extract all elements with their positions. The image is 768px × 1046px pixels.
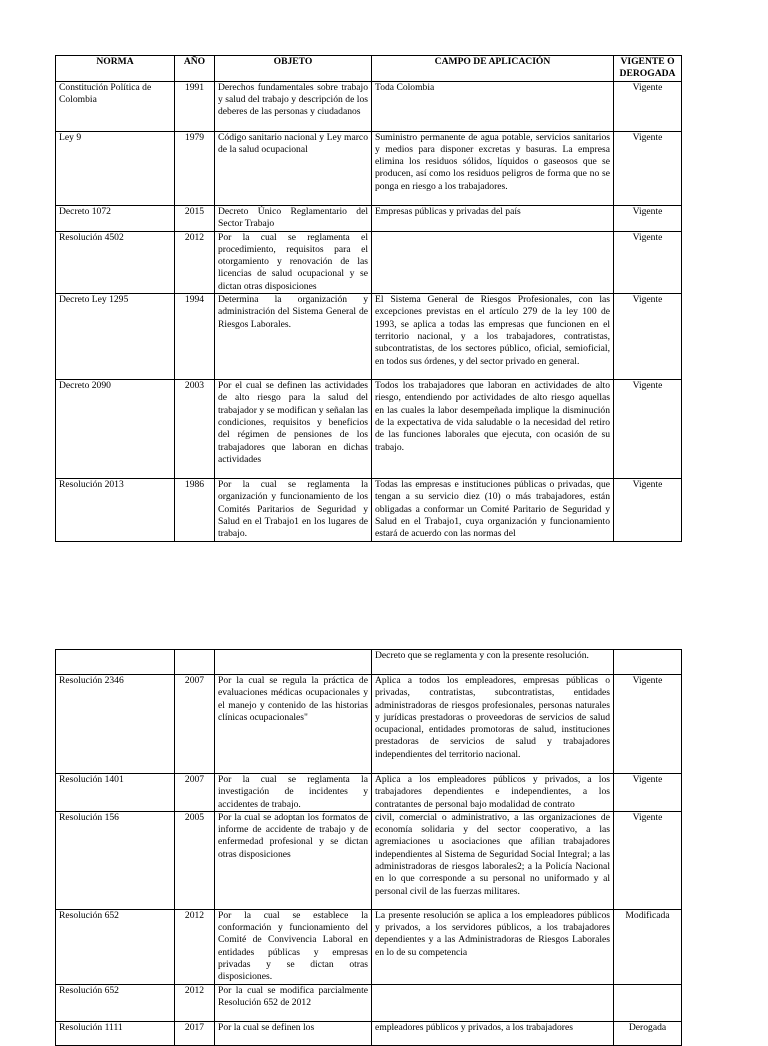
cell-objeto: Código sanitario nacional y Ley marco de la salud ocupacional xyxy=(215,131,372,205)
cell-anio xyxy=(175,650,215,675)
header-norma: NORMA xyxy=(56,56,175,82)
cell-anio: 1991 xyxy=(175,81,215,131)
cell-anio: 2012 xyxy=(175,909,215,984)
cell-objeto: Determina la organización y administración del Sistema General de Riesgos Laborales. xyxy=(215,294,372,380)
table-row xyxy=(56,479,682,541)
cell-estado: Vigente xyxy=(614,675,682,774)
cell-objeto: Derechos fundamentales sobre trabajo y salud del trabajo y descripción de los deberes de las personas y ciudadanos xyxy=(215,81,372,131)
cell-objeto: Por la cual se modifica parcialmente Resolución 652 de 2012 xyxy=(215,984,372,1021)
cell-objeto: Por la cual se definen los xyxy=(215,1021,372,1045)
cell-anio: 2003 xyxy=(175,380,215,479)
cell-campo: Aplica a los empleadores públicos y privados, a los trabajadores dependientes e independientes, a los contratantes de personal bajo modalidad de contrato xyxy=(372,774,614,812)
cell-estado: Vigente xyxy=(614,380,682,479)
cell-anio: 1994 xyxy=(175,294,215,380)
cell-objeto: Por la cual se reglamenta el procedimiento, requisitos para el otorgamiento y renovación de las licencias de salud ocupacional y se dictan otras disposiciones xyxy=(215,231,372,293)
cell-objeto: Por la cual se regula la práctica de evaluaciones médicas ocupacionales y el manejo y contenido de las historias clínicas ocupacionales" xyxy=(215,675,372,774)
cell-estado: Vigente xyxy=(614,205,682,231)
cell-anio: 2005 xyxy=(175,811,215,909)
header-row xyxy=(56,56,682,82)
cell-objeto: Por la cual se reglamenta la investigación de incidentes y accidentes de trabajo. xyxy=(215,774,372,812)
cell-norma: Resolución 156 xyxy=(56,811,175,909)
header-campo: CAMPO DE APLICACIÓN xyxy=(372,56,614,82)
norms-table-top xyxy=(55,55,682,542)
cell-campo: civil, comercial o administrativo, a las organizaciones de economía solidaria y del sector cooperativo, a las agremiaciones u asociaciones que afilian trabajadores independientes al Sistema de Seguridad Social Integral; a las administradoras de riesgos laborales2; a la Policía Nacional en lo que corresponde a su personal no uniformado y al personal civil de las fuerzas militares. xyxy=(372,811,614,909)
cell-objeto: Por la cual se establece la conformación y funcionamiento del Comité de Convivencia Laboral en entidades públicas y empresas privadas y se dictan otras disposiciones. xyxy=(215,909,372,984)
cell-objeto: Por la cual se reglamenta la organización y funcionamiento de los Comités Paritarios de Seguridad y Salud en el Trabajo1 en los lugares de trabajo. xyxy=(215,479,372,541)
cell-norma: Ley 9 xyxy=(56,131,175,205)
cell-anio: 2015 xyxy=(175,205,215,231)
cell-norma: Resolución 652 xyxy=(56,984,175,1021)
table-row xyxy=(56,231,682,293)
cell-estado: Vigente xyxy=(614,131,682,205)
cell-campo: Suministro permanente de agua potable, servicios sanitarios y medios para disponer excretas y basuras. La empresa elimina los residuos sólidos, líquidos o gaseosos que se producen, así como los residuos peligros de forma que no se ponga en riesgo a los trabajadores. xyxy=(372,131,614,205)
cell-anio: 2017 xyxy=(175,1021,215,1045)
cell-norma xyxy=(56,650,175,675)
cell-norma: Decreto 2090 xyxy=(56,380,175,479)
table-row xyxy=(56,811,682,909)
cell-campo: Empresas públicas y privadas del país xyxy=(372,205,614,231)
cell-campo: Todos los trabajadores que laboran en actividades de alto riesgo, entendiendo por actividades de alto riesgo aquellas en las cuales la labor desempeñada implique la disminución de la expectativa de vida saludable o la necesidad del retiro de las funciones laborales que ejecuta, con ocasión de su trabajo. xyxy=(372,380,614,479)
cell-campo: La presente resolución se aplica a los empleadores públicos y privados, a los servidores públicos, a los trabajadores dependientes y a las Administradoras de Riesgos Laborales en lo de su competencia xyxy=(372,909,614,984)
cell-estado: Derogada xyxy=(614,1021,682,1045)
cell-norma: Resolución 4502 xyxy=(56,231,175,293)
cell-estado: Vigente xyxy=(614,774,682,812)
cell-anio: 2012 xyxy=(175,984,215,1021)
cell-objeto: Por la cual se adoptan los formatos de informe de accidente de trabajo y de enfermedad profesional y se dictan otras disposiciones xyxy=(215,811,372,909)
cell-estado: Vigente xyxy=(614,811,682,909)
cell-campo xyxy=(372,984,614,1021)
cell-norma: Resolución 1111 xyxy=(56,1021,175,1045)
table-row xyxy=(56,294,682,380)
table-row xyxy=(56,774,682,812)
cell-campo: El Sistema General de Riesgos Profesionales, con las excepciones previstas en el artículo 279 de la ley 100 de 1993, se aplica a todas las empresas que funcionen en el territorio nacional, y a los trabajadores, contratistas, subcontratistas, de los sectores público, oficial, semioficial, en todos sus órdenes, y del sector privado en general. xyxy=(372,294,614,380)
table-row xyxy=(56,131,682,205)
cell-anio: 2007 xyxy=(175,774,215,812)
cell-norma: Resolución 2013 xyxy=(56,479,175,541)
cell-estado xyxy=(614,650,682,675)
table-row xyxy=(56,380,682,479)
cell-estado: Vigente xyxy=(614,479,682,541)
cell-campo xyxy=(372,231,614,293)
cell-anio: 1979 xyxy=(175,131,215,205)
cell-objeto: Por el cual se definen las actividades de alto riesgo para la salud del trabajador y se modifican y señalan las condiciones, requisitos y beneficios del régimen de pensiones de los trabajadores que laboran en dichas actividades xyxy=(215,380,372,479)
cell-norma: Decreto 1072 xyxy=(56,205,175,231)
table-row xyxy=(56,81,682,131)
cell-campo: Todas las empresas e instituciones públicas o privadas, que tengan a su servicio diez (10) o más trabajadores, están obligadas a conformar un Comité Paritario de Seguridad y Salud en el Trabajo1, cuya organización y funcionamiento estará de acuerdo con las normas del xyxy=(372,479,614,541)
cell-anio: 2012 xyxy=(175,231,215,293)
header-objeto: OBJETO xyxy=(215,56,372,82)
cell-campo: Toda Colombia xyxy=(372,81,614,131)
table-row xyxy=(56,650,682,675)
cell-norma: Resolución 652 xyxy=(56,909,175,984)
table-row xyxy=(56,675,682,774)
cell-campo: Decreto que se reglamenta y con la presente resolución. xyxy=(372,650,614,675)
cell-campo: Aplica a todos los empleadores, empresas públicas o privadas, contratistas, subcontratistas, entidades administradoras de riesgos profesionales, personas naturales y jurídicas prestadoras o proveedoras de servicios de salud ocupacional, entidades promotoras de salud, instituciones prestadoras de servicios de salud y trabajadores independientes del territorio nacional. xyxy=(372,675,614,774)
cell-norma: Decreto Ley 1295 xyxy=(56,294,175,380)
cell-estado xyxy=(614,984,682,1021)
table-row xyxy=(56,205,682,231)
cell-objeto xyxy=(215,650,372,675)
table-row xyxy=(56,984,682,1021)
cell-estado: Vigente xyxy=(614,231,682,293)
table-row xyxy=(56,909,682,984)
table-row xyxy=(56,1021,682,1045)
cell-norma: Constitución Política de Colombia xyxy=(56,81,175,131)
header-vigente: VIGENTE O DEROGADA xyxy=(614,56,682,82)
cell-anio: 2007 xyxy=(175,675,215,774)
cell-norma: Resolución 2346 xyxy=(56,675,175,774)
cell-estado: Vigente xyxy=(614,81,682,131)
cell-objeto: Decreto Único Reglamentario del Sector Trabajo xyxy=(215,205,372,231)
header-anio: AÑO xyxy=(175,56,215,82)
cell-anio: 1986 xyxy=(175,479,215,541)
norms-table-bottom xyxy=(55,649,682,1046)
cell-campo: empleadores públicos y privados, a los trabajadores xyxy=(372,1021,614,1045)
cell-estado: Vigente xyxy=(614,294,682,380)
cell-estado: Modificada xyxy=(614,909,682,984)
cell-norma: Resolución 1401 xyxy=(56,774,175,812)
